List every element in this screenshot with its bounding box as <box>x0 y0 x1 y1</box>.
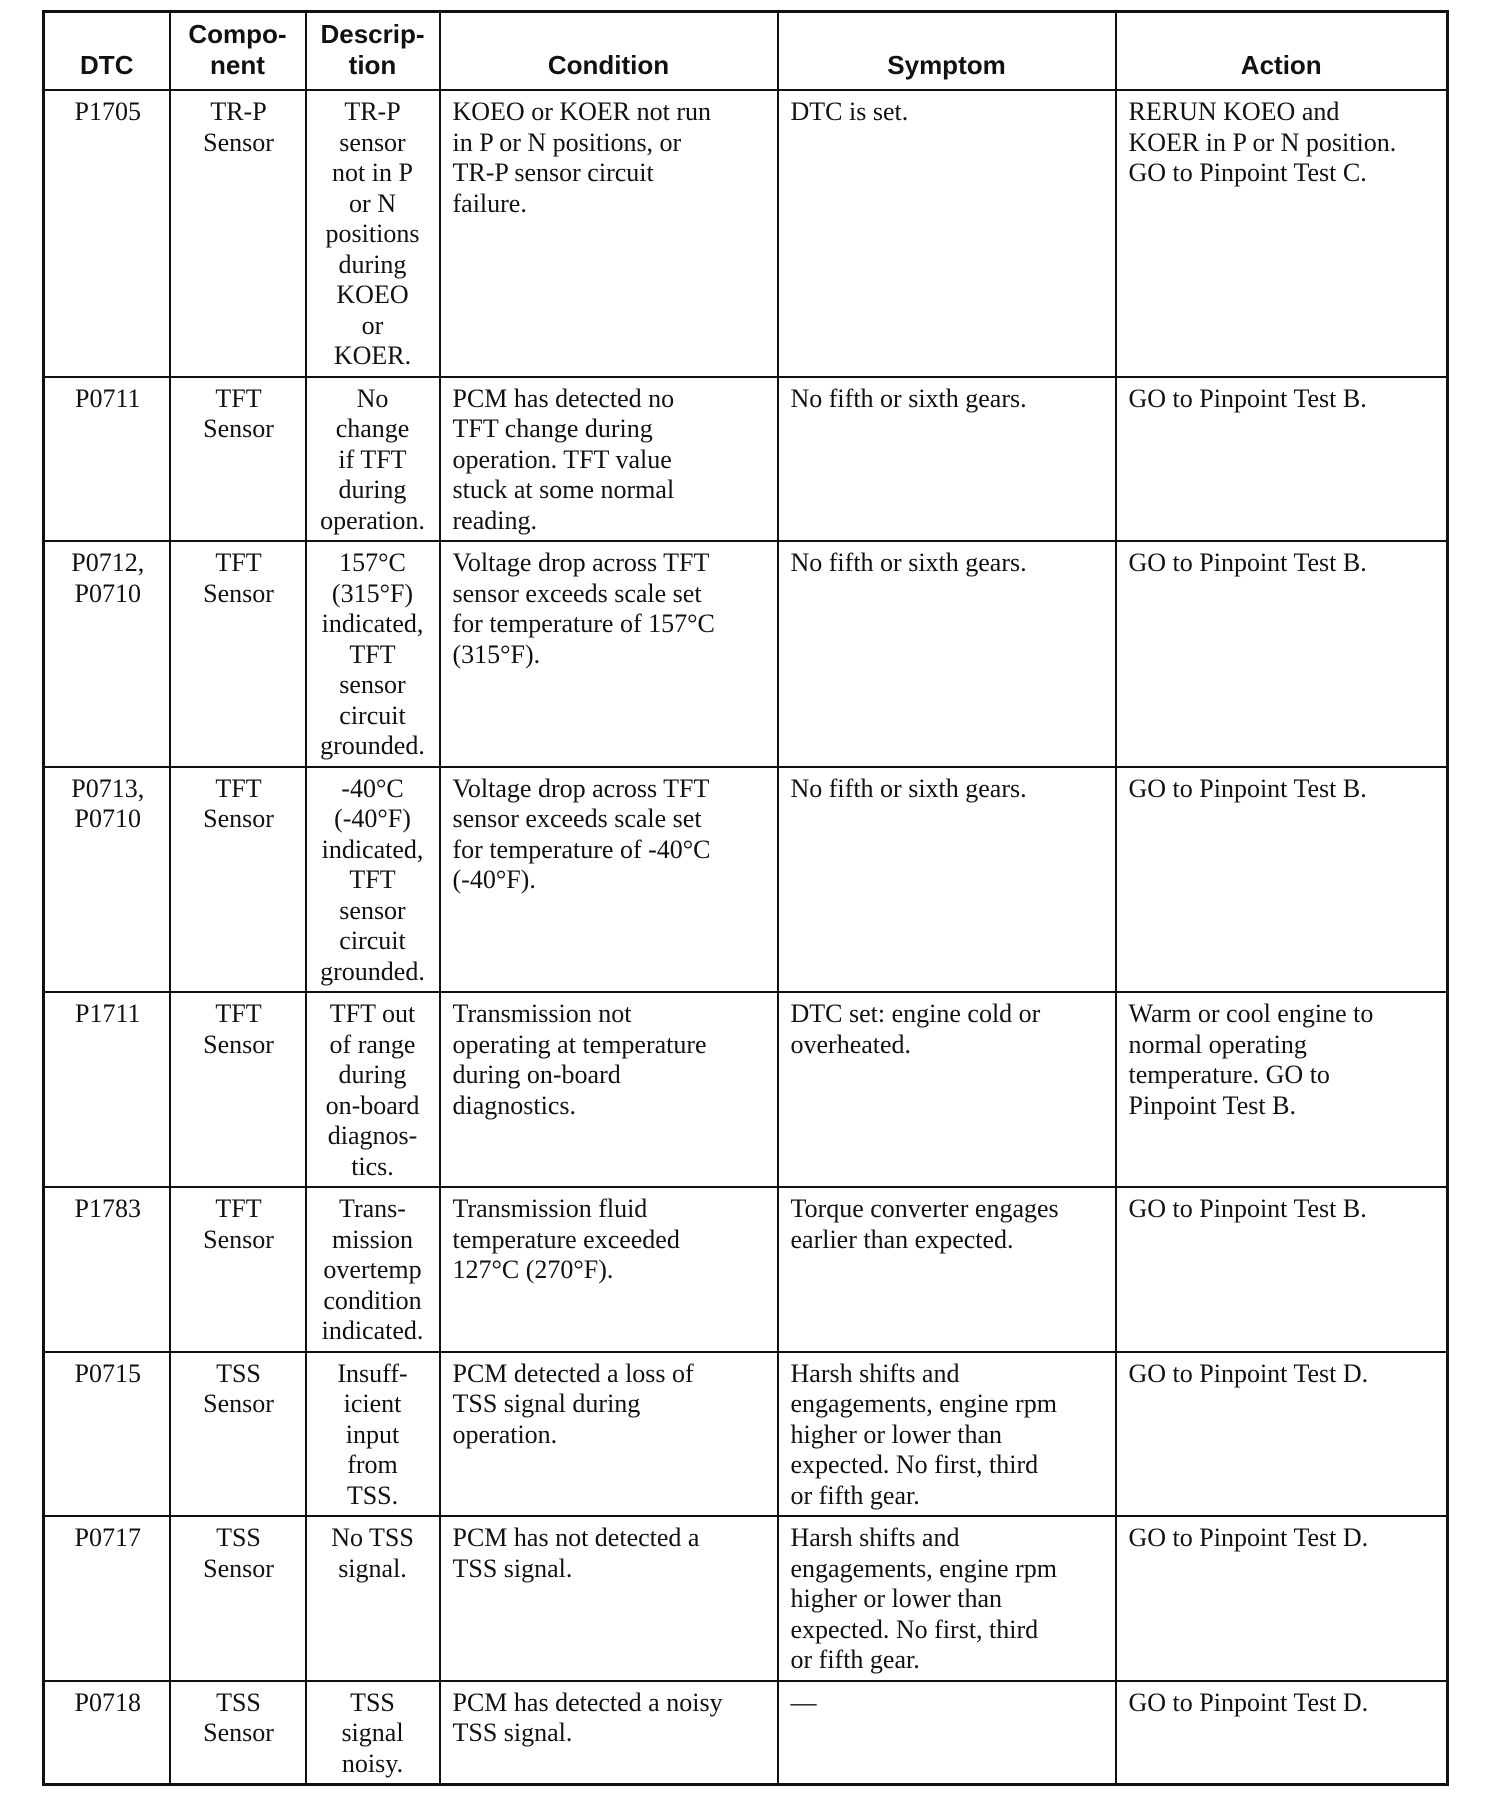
cell-description: TR-P sensor not in P or N positions during KOEO or KOER. <box>306 90 440 377</box>
table-row <box>44 1187 1448 1352</box>
cell-dtc: P1705 <box>44 90 170 377</box>
cell-symptom: Harsh shifts and engagements, engine rpm higher or lower than expected. No first, third or fifth gear. <box>778 1352 1116 1517</box>
table-row <box>44 1681 1448 1785</box>
header-row <box>44 12 1448 91</box>
header-dtc: DTC <box>44 12 170 91</box>
cell-description: -40°C (-40°F) indicated, TFT sensor circuit grounded. <box>306 767 440 993</box>
header-action: Action <box>1116 12 1448 91</box>
cell-symptom: No fifth or sixth gears. <box>778 767 1116 993</box>
cell-condition: PCM detected a loss of TSS signal during operation. <box>440 1352 778 1517</box>
cell-component: TFT Sensor <box>170 541 306 767</box>
table-row <box>44 1516 1448 1681</box>
cell-symptom: — <box>778 1681 1116 1785</box>
cell-action: GO to Pinpoint Test D. <box>1116 1352 1448 1517</box>
dtc-table <box>42 10 1449 1786</box>
table-row <box>44 1352 1448 1517</box>
table-row <box>44 377 1448 542</box>
cell-symptom: DTC set: engine cold or overheated. <box>778 992 1116 1187</box>
table-row <box>44 541 1448 767</box>
cell-symptom: No fifth or sixth gears. <box>778 541 1116 767</box>
cell-symptom: Torque converter engages earlier than expected. <box>778 1187 1116 1352</box>
cell-description: TFT out of range during on-board diagnos- tics. <box>306 992 440 1187</box>
header-condition: Condition <box>440 12 778 91</box>
cell-dtc: P0712, P0710 <box>44 541 170 767</box>
table-header <box>44 12 1448 91</box>
cell-description: Trans- mission overtemp condition indicated. <box>306 1187 440 1352</box>
cell-action: GO to Pinpoint Test B. <box>1116 1187 1448 1352</box>
cell-condition: PCM has detected no TFT change during operation. TFT value stuck at some normal reading. <box>440 377 778 542</box>
cell-condition: PCM has not detected a TSS signal. <box>440 1516 778 1681</box>
cell-description: TSS signal noisy. <box>306 1681 440 1785</box>
cell-condition: Transmission not operating at temperature during on-board diagnostics. <box>440 992 778 1187</box>
cell-symptom: Harsh shifts and engagements, engine rpm higher or lower than expected. No first, third or fifth gear. <box>778 1516 1116 1681</box>
cell-action: RERUN KOEO and KOER in P or N position. GO to Pinpoint Test C. <box>1116 90 1448 377</box>
cell-condition: Voltage drop across TFT sensor exceeds scale set for temperature of -40°C (-40°F). <box>440 767 778 993</box>
cell-symptom: No fifth or sixth gears. <box>778 377 1116 542</box>
header-symptom: Symptom <box>778 12 1116 91</box>
cell-component: TFT Sensor <box>170 377 306 542</box>
cell-condition: Transmission fluid temperature exceeded 127°C (270°F). <box>440 1187 778 1352</box>
cell-dtc: P0711 <box>44 377 170 542</box>
cell-description: No TSS signal. <box>306 1516 440 1681</box>
cell-component: TFT Sensor <box>170 1187 306 1352</box>
cell-dtc: P0715 <box>44 1352 170 1517</box>
header-component: Compo- nent <box>170 12 306 91</box>
table-row <box>44 767 1448 993</box>
cell-action: GO to Pinpoint Test D. <box>1116 1516 1448 1681</box>
cell-action: GO to Pinpoint Test D. <box>1116 1681 1448 1785</box>
cell-component: TR-P Sensor <box>170 90 306 377</box>
cell-condition: Voltage drop across TFT sensor exceeds scale set for temperature of 157°C (315°F). <box>440 541 778 767</box>
cell-description: 157°C (315°F) indicated, TFT sensor circuit grounded. <box>306 541 440 767</box>
cell-component: TSS Sensor <box>170 1516 306 1681</box>
cell-component: TSS Sensor <box>170 1681 306 1785</box>
cell-action: GO to Pinpoint Test B. <box>1116 541 1448 767</box>
cell-dtc: P1711 <box>44 992 170 1187</box>
table-row <box>44 992 1448 1187</box>
cell-component: TFT Sensor <box>170 767 306 993</box>
cell-component: TSS Sensor <box>170 1352 306 1517</box>
cell-symptom: DTC is set. <box>778 90 1116 377</box>
cell-condition: PCM has detected a noisy TSS signal. <box>440 1681 778 1785</box>
cell-condition: KOEO or KOER not run in P or N positions, or TR-P sensor circuit failure. <box>440 90 778 377</box>
table-body <box>44 90 1448 1785</box>
cell-dtc: P0718 <box>44 1681 170 1785</box>
cell-action: Warm or cool engine to normal operating temperature. GO to Pinpoint Test B. <box>1116 992 1448 1187</box>
cell-component: TFT Sensor <box>170 992 306 1187</box>
cell-description: No change if TFT during operation. <box>306 377 440 542</box>
cell-dtc: P0713, P0710 <box>44 767 170 993</box>
cell-dtc: P1783 <box>44 1187 170 1352</box>
cell-action: GO to Pinpoint Test B. <box>1116 767 1448 993</box>
cell-action: GO to Pinpoint Test B. <box>1116 377 1448 542</box>
cell-description: Insuff- icient input from TSS. <box>306 1352 440 1517</box>
cell-dtc: P0717 <box>44 1516 170 1681</box>
table-row <box>44 90 1448 377</box>
header-description: Descrip- tion <box>306 12 440 91</box>
